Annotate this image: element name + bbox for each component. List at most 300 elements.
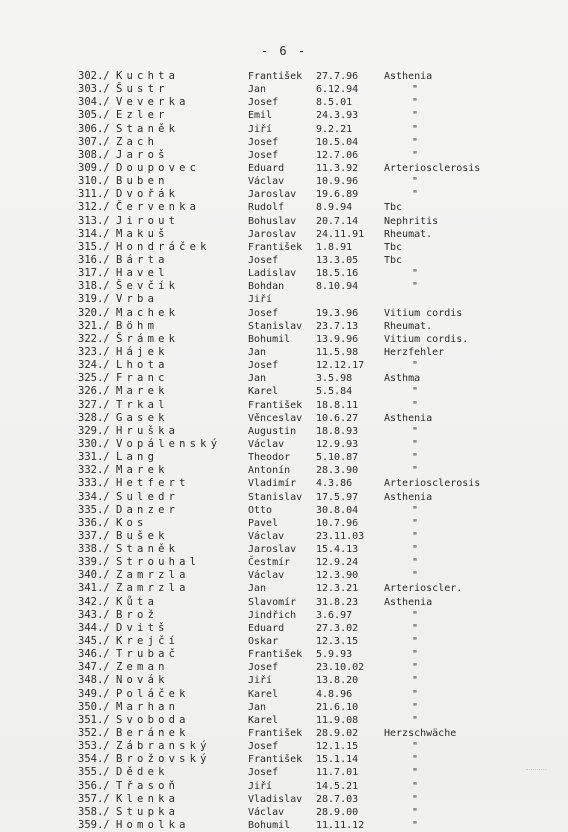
register-row bbox=[78, 162, 568, 175]
diagnosis: Asthenia bbox=[384, 596, 433, 608]
given-name: Jaroslav bbox=[248, 189, 297, 201]
row-number: 339./ bbox=[78, 556, 110, 569]
register-row bbox=[78, 661, 568, 674]
diagnosis: " bbox=[412, 675, 419, 687]
birth-date: 4.3.86 bbox=[316, 478, 353, 490]
register-row bbox=[78, 688, 568, 701]
diagnosis: " bbox=[412, 793, 419, 805]
register-row bbox=[78, 372, 568, 385]
row-number: 347./ bbox=[78, 661, 110, 674]
birth-date: 12.3.90 bbox=[316, 570, 359, 582]
diagnosis: " bbox=[412, 123, 419, 135]
given-name: Theodor bbox=[248, 452, 291, 464]
diagnosis: " bbox=[412, 438, 419, 450]
birth-date: 23.10.02 bbox=[316, 662, 365, 674]
row-number: 313./ bbox=[78, 214, 110, 227]
row-number: 334./ bbox=[78, 490, 110, 503]
surname: Bušek bbox=[116, 529, 169, 542]
row-number: 306./ bbox=[78, 122, 110, 135]
surname: Gasek bbox=[116, 411, 169, 424]
birth-date: 28.9.00 bbox=[316, 806, 359, 818]
given-name: Bohumil bbox=[248, 820, 291, 832]
birth-date: 11.11.12 bbox=[316, 820, 365, 832]
row-number: 358./ bbox=[78, 805, 110, 818]
register-row bbox=[78, 727, 568, 740]
birth-date: 13.9.96 bbox=[316, 333, 359, 345]
diagnosis: " bbox=[412, 806, 419, 818]
row-number: 308./ bbox=[78, 148, 110, 161]
surname: Hájek bbox=[116, 345, 169, 358]
birth-date: 13.3.05 bbox=[316, 254, 359, 266]
row-number: 338./ bbox=[78, 543, 110, 556]
surname: Vopálenský bbox=[116, 437, 222, 450]
given-name: Jan bbox=[248, 84, 267, 96]
given-name: Jiří bbox=[248, 675, 273, 687]
register-row bbox=[78, 123, 568, 136]
register-row bbox=[78, 635, 568, 648]
diagnosis: " bbox=[412, 84, 419, 96]
row-number: 331./ bbox=[78, 451, 110, 464]
register-row bbox=[78, 241, 568, 254]
surname: Hruška bbox=[116, 424, 180, 437]
register-row bbox=[78, 149, 568, 162]
diagnosis: Vitium cordis bbox=[384, 307, 463, 319]
register-row bbox=[78, 714, 568, 727]
register-row bbox=[78, 504, 568, 517]
register-row bbox=[78, 215, 568, 228]
diagnosis: " bbox=[412, 767, 419, 779]
birth-date: 11.9.08 bbox=[316, 714, 359, 726]
row-number: 335./ bbox=[78, 503, 110, 516]
register-row bbox=[78, 674, 568, 687]
birth-date: 12.9.24 bbox=[316, 557, 359, 569]
birth-date: 31.8.23 bbox=[316, 596, 359, 608]
diagnosis: " bbox=[412, 452, 419, 464]
birth-date: 27.3.02 bbox=[316, 622, 359, 634]
row-number: 314./ bbox=[78, 227, 110, 240]
birth-date: 30.8.04 bbox=[316, 504, 359, 516]
birth-date: 20.7.14 bbox=[316, 215, 359, 227]
birth-date: 5.5.84 bbox=[316, 386, 353, 398]
register-row bbox=[78, 201, 568, 214]
surname: Zamrzla bbox=[116, 582, 190, 595]
given-name: Jan bbox=[248, 701, 267, 713]
register-row bbox=[78, 793, 568, 806]
surname: Trkal bbox=[116, 398, 169, 411]
row-number: 316./ bbox=[78, 253, 110, 266]
diagnosis: " bbox=[412, 136, 419, 148]
birth-date: 28.7.03 bbox=[316, 793, 359, 805]
surname: Šrámek bbox=[116, 332, 180, 345]
surname: Zach bbox=[116, 135, 159, 148]
diagnosis: " bbox=[412, 741, 419, 753]
birth-date: 11.3.92 bbox=[316, 162, 359, 174]
birth-date: 5.9.93 bbox=[316, 649, 353, 661]
surname: Lang bbox=[116, 451, 159, 464]
register-row bbox=[78, 228, 568, 241]
surname: Dědek bbox=[116, 766, 169, 779]
register-row bbox=[78, 596, 568, 609]
surname: Buben bbox=[116, 175, 169, 188]
row-number: 344./ bbox=[78, 621, 110, 634]
register-row bbox=[78, 346, 568, 359]
row-number: 353./ bbox=[78, 740, 110, 753]
register-row bbox=[78, 267, 568, 280]
diagnosis: Asthma bbox=[384, 373, 421, 385]
surname: Stupka bbox=[116, 805, 180, 818]
birth-date: 5.10.87 bbox=[316, 452, 359, 464]
diagnosis: Rheumat. bbox=[384, 228, 433, 240]
given-name: Václav bbox=[248, 530, 285, 542]
birth-date: 10.9.96 bbox=[316, 176, 359, 188]
given-name: Josef bbox=[248, 97, 279, 109]
surname: Kuchta bbox=[116, 70, 180, 82]
given-name: Karel bbox=[248, 688, 279, 700]
row-number: 341./ bbox=[78, 582, 110, 595]
row-number: 304./ bbox=[78, 96, 110, 109]
row-number: 332./ bbox=[78, 464, 110, 477]
diagnosis: " bbox=[412, 504, 419, 516]
register-row bbox=[78, 806, 568, 819]
row-number: 319./ bbox=[78, 293, 110, 306]
diagnosis: Tbc bbox=[384, 254, 403, 266]
surname: Kos bbox=[116, 516, 148, 529]
diagnosis: " bbox=[412, 570, 419, 582]
birth-date: 14.5.21 bbox=[316, 780, 359, 792]
diagnosis: " bbox=[412, 399, 419, 411]
register-row bbox=[78, 464, 568, 477]
row-number: 320./ bbox=[78, 306, 110, 319]
birth-date: 21.6.10 bbox=[316, 701, 359, 713]
row-number: 324./ bbox=[78, 359, 110, 372]
row-number: 307./ bbox=[78, 135, 110, 148]
diagnosis: " bbox=[412, 780, 419, 792]
birth-date: 15.1.14 bbox=[316, 754, 359, 766]
register-row bbox=[78, 582, 568, 595]
row-number: 337./ bbox=[78, 529, 110, 542]
given-name: Bohdan bbox=[248, 281, 285, 293]
birth-date: 12.3.21 bbox=[316, 583, 359, 595]
birth-date: 23.7.13 bbox=[316, 320, 359, 332]
given-name: František bbox=[248, 241, 303, 253]
given-name: František bbox=[248, 399, 303, 411]
row-number: 315./ bbox=[78, 240, 110, 253]
row-number: 322./ bbox=[78, 332, 110, 345]
surname: Makuš bbox=[116, 227, 169, 240]
birth-date: 19.6.89 bbox=[316, 189, 359, 201]
birth-date: 4.8.96 bbox=[316, 688, 353, 700]
given-name: Augustin bbox=[248, 425, 297, 437]
surname: Doupovec bbox=[116, 161, 201, 174]
row-number: 330./ bbox=[78, 437, 110, 450]
row-number: 326./ bbox=[78, 385, 110, 398]
given-name: Stanislav bbox=[248, 320, 303, 332]
birth-date: 23.11.03 bbox=[316, 530, 365, 542]
diagnosis: " bbox=[412, 662, 419, 674]
surname: Lhota bbox=[116, 359, 169, 372]
birth-date: 8.9.94 bbox=[316, 202, 353, 214]
given-name: Rudolf bbox=[248, 202, 285, 214]
given-name: Karel bbox=[248, 714, 279, 726]
birth-date: 1.8.91 bbox=[316, 241, 353, 253]
row-number: 356./ bbox=[78, 779, 110, 792]
register-row bbox=[78, 569, 568, 582]
diagnosis: " bbox=[412, 636, 419, 648]
birth-date: 18.8.93 bbox=[316, 425, 359, 437]
birth-date: 11.7.01 bbox=[316, 767, 359, 779]
surname: Zábranský bbox=[116, 740, 211, 753]
row-number: 321./ bbox=[78, 319, 110, 332]
surname: Novák bbox=[116, 674, 169, 687]
surname: Šustr bbox=[116, 83, 169, 96]
register-row bbox=[78, 438, 568, 451]
row-number: 303./ bbox=[78, 83, 110, 96]
surname: Dvořák bbox=[116, 188, 180, 201]
register-row bbox=[78, 96, 568, 109]
given-name: František bbox=[248, 649, 303, 661]
given-name: Bohuslav bbox=[248, 215, 297, 227]
surname: Ševčík bbox=[116, 280, 180, 293]
row-number: 305./ bbox=[78, 109, 110, 122]
given-name: Václav bbox=[248, 438, 285, 450]
page-number: - 6 - bbox=[260, 44, 308, 58]
register-row bbox=[78, 740, 568, 753]
given-name: Josef bbox=[248, 662, 279, 674]
given-name: Slavomír bbox=[248, 596, 297, 608]
surname: Dvitš bbox=[116, 621, 169, 634]
given-name: Stanislav bbox=[248, 491, 303, 503]
row-number: 343./ bbox=[78, 608, 110, 621]
register-row bbox=[78, 701, 568, 714]
given-name: Josef bbox=[248, 254, 279, 266]
birth-date: 19.3.96 bbox=[316, 307, 359, 319]
birth-date: 12.3.15 bbox=[316, 636, 359, 648]
diagnosis: " bbox=[412, 176, 419, 188]
birth-date: 28.9.02 bbox=[316, 728, 359, 740]
register-row bbox=[78, 543, 568, 556]
diagnosis: Asthenia bbox=[384, 71, 433, 82]
surname: Jirout bbox=[116, 214, 180, 227]
register-row bbox=[78, 622, 568, 635]
birth-date: 10.6.27 bbox=[316, 412, 359, 424]
birth-date: 9.2.21 bbox=[316, 123, 353, 135]
register-row bbox=[78, 307, 568, 320]
given-name: Antonín bbox=[248, 465, 291, 477]
row-number: 359./ bbox=[78, 819, 110, 832]
row-number: 311./ bbox=[78, 188, 110, 201]
register-list bbox=[78, 70, 568, 832]
register-row bbox=[78, 609, 568, 622]
given-name: Josef bbox=[248, 307, 279, 319]
diagnosis: Herzfehler bbox=[384, 346, 445, 358]
register-row bbox=[78, 491, 568, 504]
diagnosis: Tbc bbox=[384, 202, 403, 214]
given-name: Eduard bbox=[248, 622, 285, 634]
diagnosis: " bbox=[412, 386, 419, 398]
row-number: 348./ bbox=[78, 674, 110, 687]
given-name: Václav bbox=[248, 570, 285, 582]
diagnosis: " bbox=[412, 425, 419, 437]
birth-date: 18.8.11 bbox=[316, 399, 359, 411]
surname: Marek bbox=[116, 464, 169, 477]
row-number: 351./ bbox=[78, 713, 110, 726]
register-row bbox=[78, 399, 568, 412]
given-name: Karel bbox=[248, 386, 279, 398]
row-number: 309./ bbox=[78, 161, 110, 174]
birth-date: 11.5.98 bbox=[316, 346, 359, 358]
surname: Homolka bbox=[116, 819, 190, 832]
birth-date: 27.7.96 bbox=[316, 71, 359, 82]
surname: Machek bbox=[116, 306, 180, 319]
register-row bbox=[78, 517, 568, 530]
row-number: 327./ bbox=[78, 398, 110, 411]
diagnosis: " bbox=[412, 268, 419, 280]
diagnosis: " bbox=[412, 97, 419, 109]
row-number: 342./ bbox=[78, 595, 110, 608]
given-name: Jiří bbox=[248, 780, 273, 792]
given-name: Vladislav bbox=[248, 793, 303, 805]
diagnosis: " bbox=[412, 110, 419, 122]
given-name: Josef bbox=[248, 360, 279, 372]
birth-date: 17.5.97 bbox=[316, 491, 359, 503]
surname: Danzer bbox=[116, 503, 180, 516]
row-number: 354./ bbox=[78, 753, 110, 766]
diagnosis: " bbox=[412, 149, 419, 161]
birth-date: 12.9.93 bbox=[316, 438, 359, 450]
given-name: Jan bbox=[248, 346, 267, 358]
surname: Brožovský bbox=[116, 753, 211, 766]
diagnosis: " bbox=[412, 609, 419, 621]
diagnosis: " bbox=[412, 622, 419, 634]
surname: Třasoň bbox=[116, 779, 180, 792]
row-number: 318./ bbox=[78, 280, 110, 293]
birth-date: 3.6.97 bbox=[316, 609, 353, 621]
diagnosis: Asthenia bbox=[384, 491, 433, 503]
surname: Bárta bbox=[116, 253, 169, 266]
register-row bbox=[78, 280, 568, 293]
diagnosis: Herzschwäche bbox=[384, 728, 457, 740]
diagnosis: Arteriosclerosis bbox=[384, 162, 481, 174]
birth-date: 8.10.94 bbox=[316, 281, 359, 293]
register-row bbox=[78, 753, 568, 766]
row-number: 323./ bbox=[78, 345, 110, 358]
birth-date: 3.5.98 bbox=[316, 373, 353, 385]
given-name: Jaroslav bbox=[248, 228, 297, 240]
surname: Svoboda bbox=[116, 713, 190, 726]
diagnosis: " bbox=[412, 544, 419, 556]
register-row bbox=[78, 70, 568, 83]
birth-date: 28.3.90 bbox=[316, 465, 359, 477]
birth-date: 18.5.16 bbox=[316, 268, 359, 280]
surname: Suledr bbox=[116, 490, 180, 503]
row-number: 349./ bbox=[78, 687, 110, 700]
register-row bbox=[78, 766, 568, 779]
surname: Hetfert bbox=[116, 477, 190, 490]
birth-date: 8.5.01 bbox=[316, 97, 353, 109]
register-row bbox=[78, 109, 568, 122]
diagnosis: Nephritis bbox=[384, 215, 439, 227]
surname: Hondráček bbox=[116, 240, 211, 253]
surname: Zeman bbox=[116, 661, 169, 674]
birth-date: 12.12.17 bbox=[316, 360, 365, 372]
diagnosis: Rheumat. bbox=[384, 320, 433, 332]
given-name: Oskar bbox=[248, 636, 279, 648]
row-number: 329./ bbox=[78, 424, 110, 437]
surname: Poláček bbox=[116, 687, 190, 700]
surname: Staněk bbox=[116, 543, 180, 556]
given-name: Eduard bbox=[248, 162, 285, 174]
register-row bbox=[78, 359, 568, 372]
diagnosis: " bbox=[412, 360, 419, 372]
register-row bbox=[78, 412, 568, 425]
diagnosis: " bbox=[412, 714, 419, 726]
register-row bbox=[78, 648, 568, 661]
given-name: Jindřich bbox=[248, 609, 297, 621]
register-row bbox=[78, 320, 568, 333]
row-number: 346./ bbox=[78, 648, 110, 661]
surname: Böhm bbox=[116, 319, 159, 332]
surname: Staněk bbox=[116, 122, 180, 135]
row-number: 355./ bbox=[78, 766, 110, 779]
register-row bbox=[78, 530, 568, 543]
row-number: 328./ bbox=[78, 411, 110, 424]
row-number: 333./ bbox=[78, 477, 110, 490]
diagnosis: " bbox=[412, 465, 419, 477]
given-name: Václav bbox=[248, 806, 285, 818]
given-name: Pavel bbox=[248, 517, 279, 529]
register-row bbox=[78, 451, 568, 464]
register-row bbox=[78, 293, 568, 306]
diagnosis: " bbox=[412, 189, 419, 201]
diagnosis: " bbox=[412, 701, 419, 713]
register-row bbox=[78, 175, 568, 188]
surname: Ezler bbox=[116, 109, 169, 122]
given-name: Bohumil bbox=[248, 333, 291, 345]
register-row bbox=[78, 188, 568, 201]
surname: Trubač bbox=[116, 648, 180, 661]
diagnosis: " bbox=[412, 281, 419, 293]
register-row bbox=[78, 254, 568, 267]
surname: Krejčí bbox=[116, 635, 180, 648]
surname: Brož bbox=[116, 608, 159, 621]
given-name: František bbox=[248, 754, 303, 766]
row-number: 310./ bbox=[78, 175, 110, 188]
surname: Beránek bbox=[116, 727, 190, 740]
diagnosis: " bbox=[412, 649, 419, 661]
row-number: 345./ bbox=[78, 635, 110, 648]
register-row bbox=[78, 780, 568, 793]
surname: Zamrzla bbox=[116, 569, 190, 582]
surname: Červenka bbox=[116, 201, 201, 214]
given-name: Josef bbox=[248, 149, 279, 161]
given-name: Jan bbox=[248, 373, 267, 385]
register-row bbox=[78, 556, 568, 569]
given-name: Čestmír bbox=[248, 557, 291, 569]
surname: Franc bbox=[116, 372, 169, 385]
given-name: Jiří bbox=[248, 123, 273, 135]
birth-date: 12.7.06 bbox=[316, 149, 359, 161]
birth-date: 24.11.91 bbox=[316, 228, 365, 240]
birth-date: 15.4.13 bbox=[316, 544, 359, 556]
diagnosis: Arteriosclerosis bbox=[384, 478, 481, 490]
given-name: František bbox=[248, 728, 303, 740]
diagnosis: Arterioscler. bbox=[384, 583, 463, 595]
given-name: Otto bbox=[248, 504, 273, 516]
diagnosis: " bbox=[412, 530, 419, 542]
register-row bbox=[78, 136, 568, 149]
surname: Marek bbox=[116, 385, 169, 398]
given-name: Jan bbox=[248, 583, 267, 595]
